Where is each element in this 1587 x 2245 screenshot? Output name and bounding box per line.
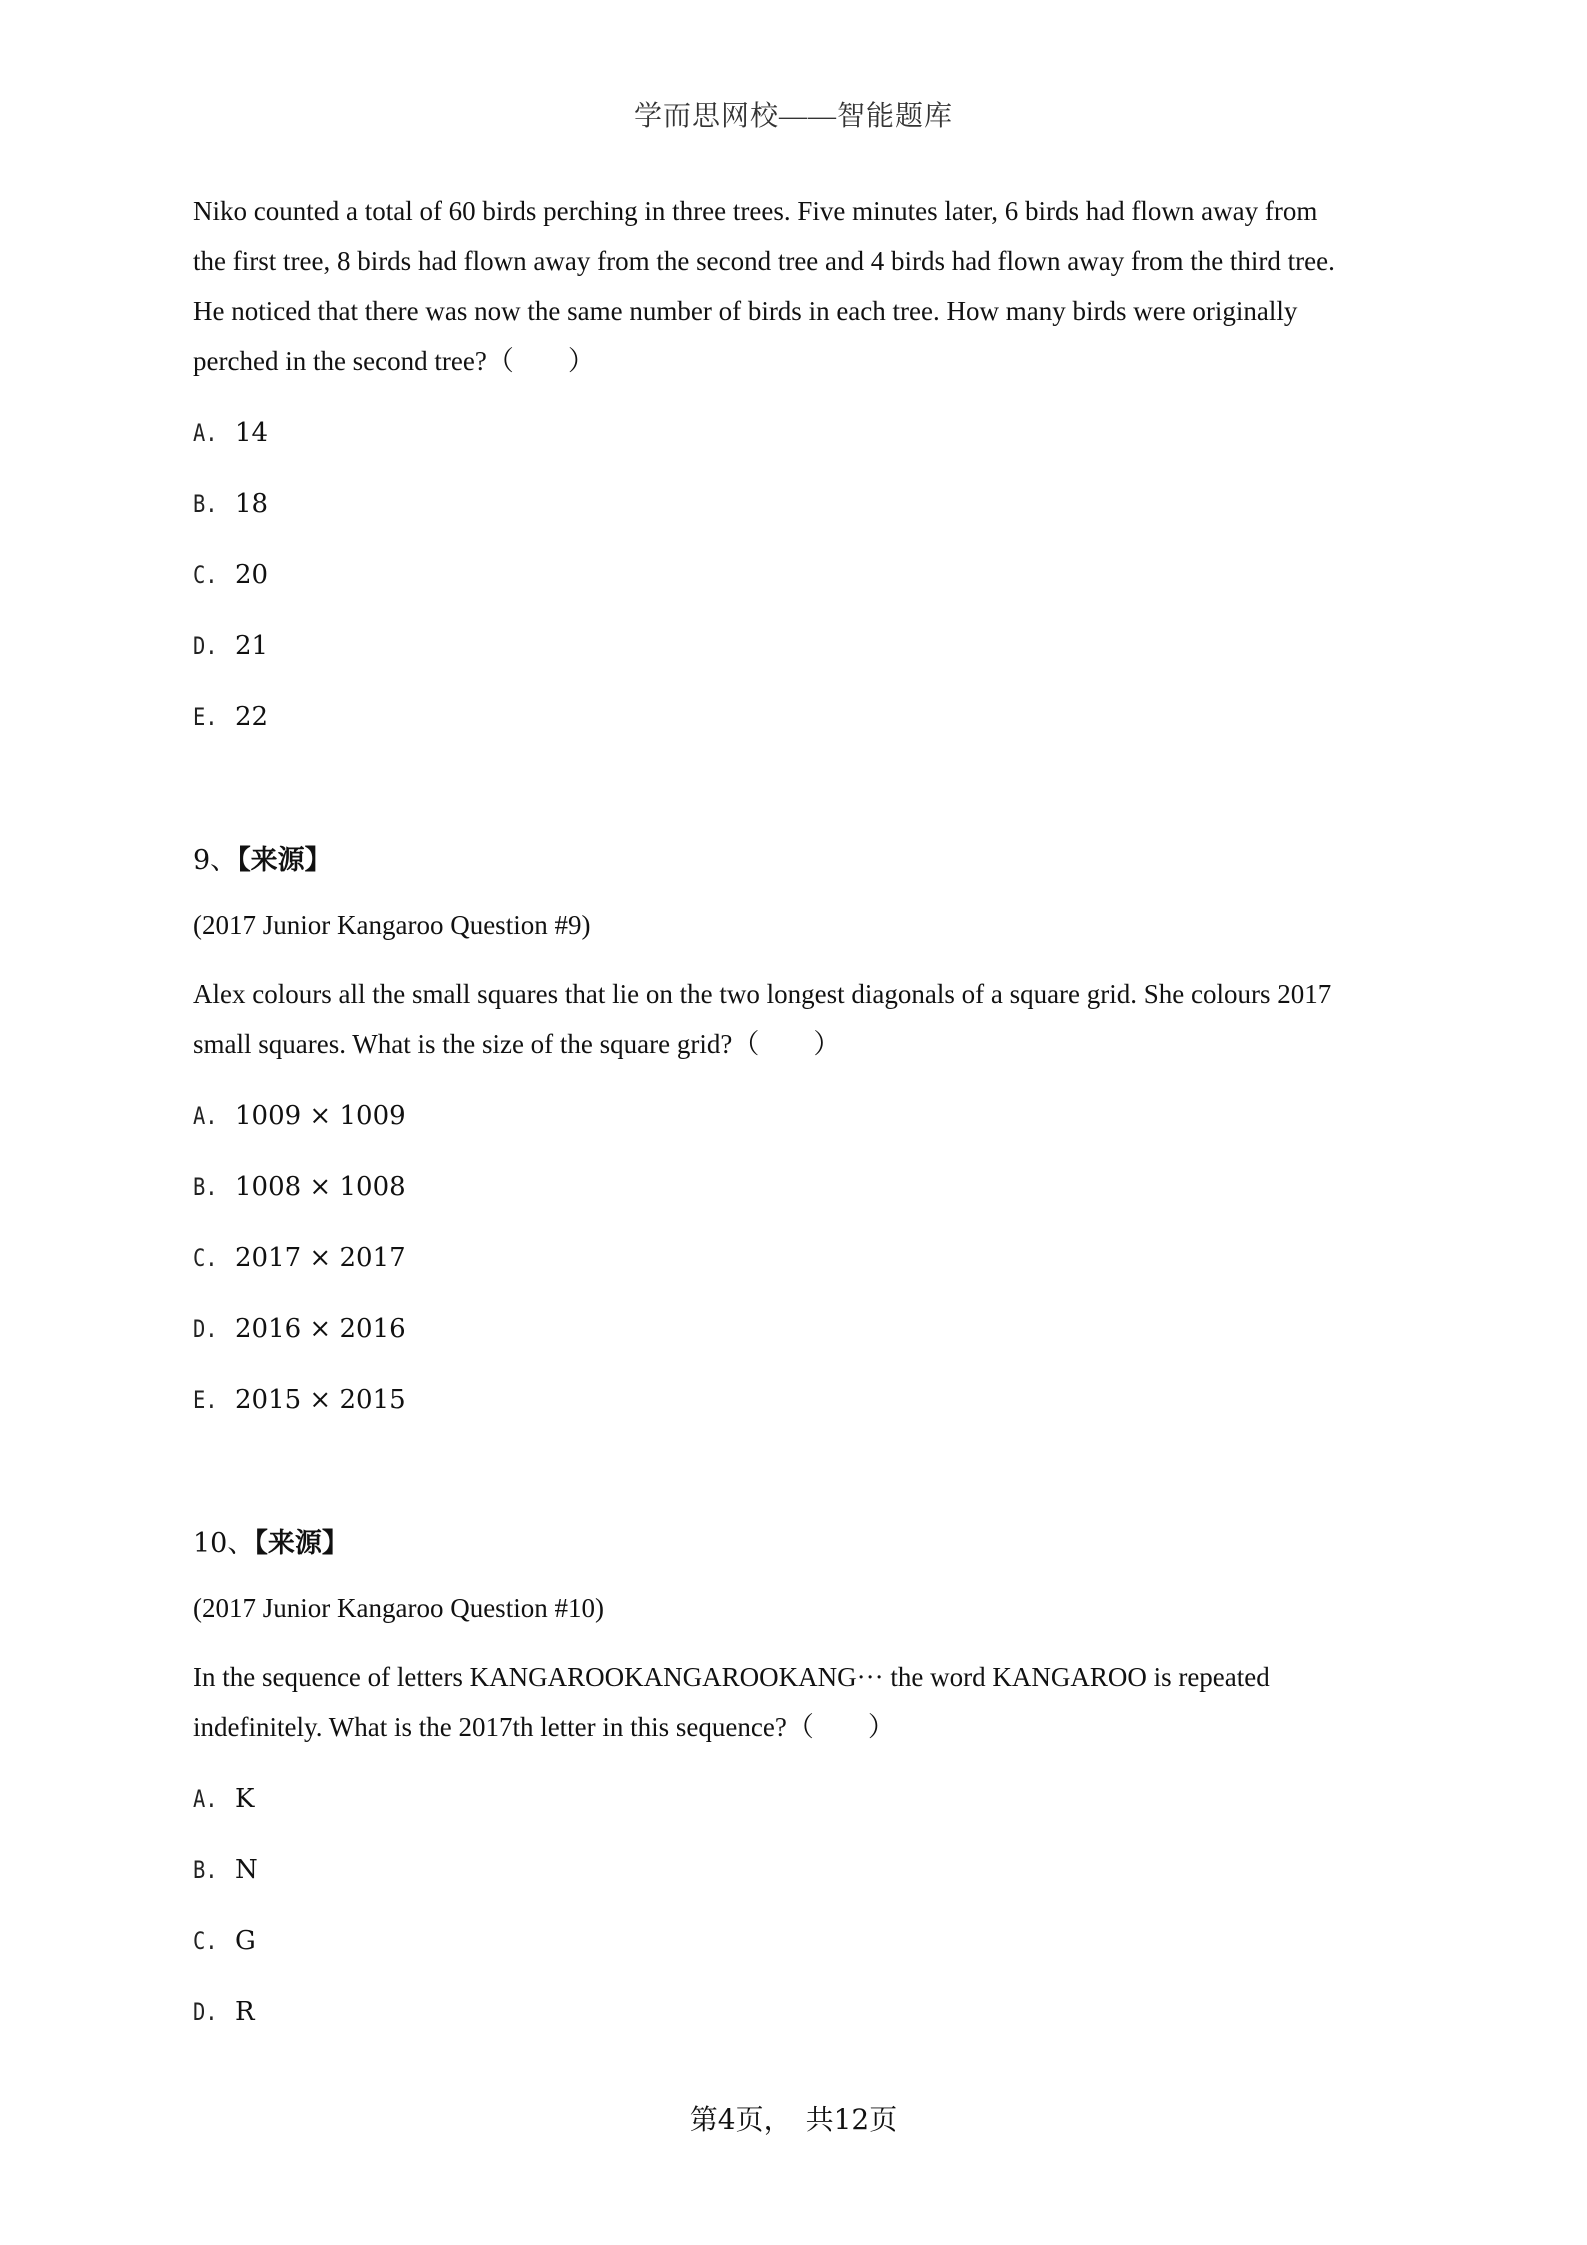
q10-line-1: In the sequence of letters KANGAROOKANGAROOKANG··· the word KANGAROO is repeated	[193, 1662, 1270, 1692]
q10-option-b[interactable]	[193, 1853, 258, 1887]
q9-number: 9、	[193, 845, 238, 876]
option-value: 2017 × 2017	[235, 1243, 406, 1273]
q8-line-1: Niko counted a total of 60 birds perching in three trees. Five minutes later, 6 birds had flown away from	[193, 196, 1318, 226]
q9-option-a[interactable]	[193, 1099, 406, 1133]
q10-option-a[interactable]	[193, 1782, 254, 1816]
option-letter: D.	[193, 1998, 218, 2026]
q9-heading	[193, 838, 332, 877]
option-value: 22	[235, 702, 269, 732]
q8-option-e[interactable]	[193, 700, 268, 734]
q8-option-b[interactable]	[193, 487, 268, 521]
option-value: 1009 × 1009	[235, 1101, 406, 1131]
option-value: 18	[235, 489, 269, 519]
option-letter: C.	[193, 561, 218, 589]
q8-option-d[interactable]	[193, 629, 268, 663]
q8-line-2: the first tree, 8 birds had flown away from the second tree and 4 birds had flown away from the third tree.	[193, 246, 1335, 276]
q10-source: (2017 Junior Kangaroo Question #10)	[193, 1593, 604, 1623]
q9-line-1: Alex colours all the small squares that lie on the two longest diagonals of a square grid. She colours 2017	[193, 979, 1332, 1009]
page-header-title: 学而思网校——智能题库	[633, 101, 953, 132]
option-value: 1008 × 1008	[235, 1172, 406, 1202]
q10-line-2: indefinitely. What is the 2017th letter in this sequence?（ ）	[193, 1712, 895, 1742]
page-footer-number: 第4页， 共12页	[689, 2103, 898, 2136]
q8-option-c[interactable]	[193, 558, 268, 592]
option-value: R	[235, 1997, 255, 2027]
q8-line-3: He noticed that there was now the same number of birds in each tree. How many birds were originally	[193, 296, 1298, 326]
option-value: 2015 × 2015	[235, 1385, 406, 1415]
option-letter: B.	[193, 490, 218, 518]
q10-option-d[interactable]	[193, 1995, 255, 2029]
q9-source-tag: 【来源】	[237, 845, 332, 876]
q9-option-b[interactable]	[193, 1170, 406, 1204]
option-letter: C.	[193, 1927, 218, 1955]
q9-source: (2017 Junior Kangaroo Question #9)	[193, 910, 591, 940]
q9-line-2: small squares. What is the size of the square grid?（ ）	[193, 1029, 841, 1059]
q10-number: 10、	[193, 1528, 255, 1559]
option-value: 20	[235, 560, 269, 590]
option-letter: D.	[193, 632, 218, 660]
q9-option-d[interactable]	[193, 1312, 406, 1346]
option-letter: C.	[193, 1244, 218, 1272]
q10-option-c[interactable]	[193, 1924, 256, 1958]
option-letter: B.	[193, 1856, 218, 1884]
option-letter: A.	[193, 1785, 218, 1813]
q9-option-c[interactable]	[193, 1241, 406, 1275]
option-letter: B.	[193, 1173, 218, 1201]
option-letter: E.	[193, 1386, 218, 1414]
option-letter: A.	[193, 1102, 218, 1130]
q9-option-e[interactable]	[193, 1383, 406, 1417]
option-value: 2016 × 2016	[235, 1314, 406, 1344]
option-letter: A.	[193, 419, 218, 447]
q8-option-a[interactable]	[193, 416, 268, 450]
option-value: 14	[235, 418, 269, 448]
option-value: K	[235, 1784, 255, 1814]
option-value: G	[235, 1926, 256, 1956]
option-letter: D.	[193, 1315, 218, 1343]
q8-line-4: perched in the second tree?（ ）	[193, 346, 595, 376]
option-value: N	[235, 1855, 258, 1885]
option-letter: E.	[193, 703, 218, 731]
q10-heading	[193, 1521, 349, 1560]
option-value: 21	[235, 631, 269, 661]
q10-source-tag: 【来源】	[254, 1528, 349, 1559]
